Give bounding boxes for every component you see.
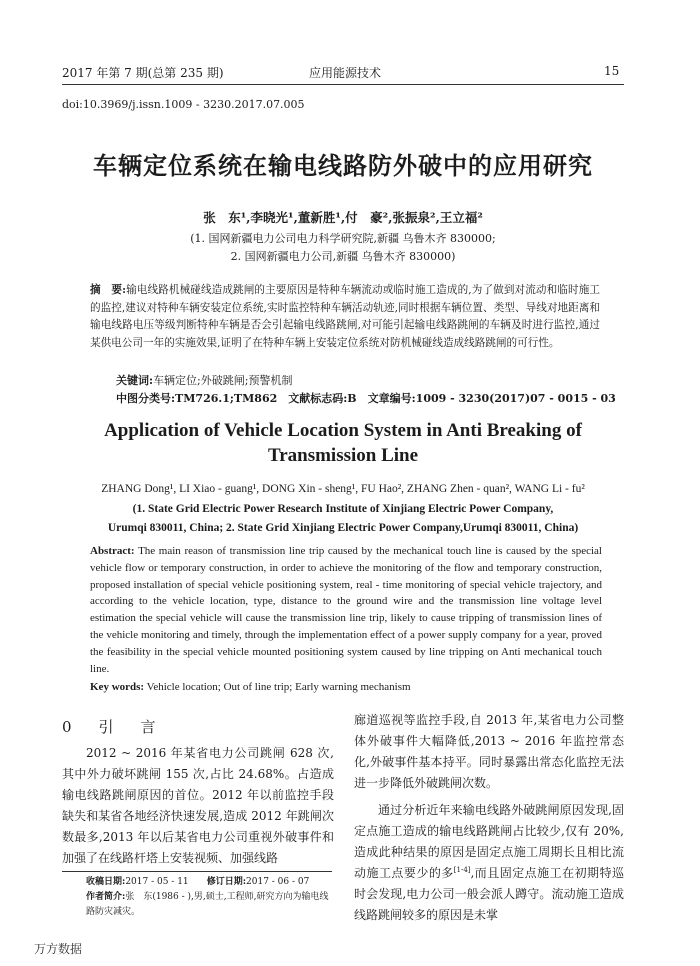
abstract-en-text: The main reason of transmission line trip caused by the mechanical touch line is caused by the special vehicle flow or temporary construction, in order to achieve the monitoring of the flow and temporary construction, proposed installation of special vehicle positioning system, real - time monitoring of special vehicle trajectory, and according to the vehicle location, type, distance to the ground wire and the transmission line voltage level estimation the special vehicle will cause the transmission line trip, likely to cause tripping of transmission lines of the vehicle monitoring and timely, through the implementation effect of a power supply company for a year, proved the feasibility in the special vehicle mounted positioning system caused by line tripping on Anti mechanical touch line. [90,545,602,675]
body-left-paragraph: 2012 ~ 2016 年某省电力公司跳闸 628 次,其中外力破坏跳闸 155 次,占比 24.68%。占造成输电线路跳闸原因的首位。2012 年以前监控手段缺失和某省各地经济快速发展,造成 2012 年跳闸次数最多,2013 年以后某省电力公司重视外破事件和加强了在线路杆塔上安装视频、加强线路 [62,746,334,865]
body-right-column [354,710,624,926]
keywords-en [90,681,411,693]
abstract-zh [90,282,600,352]
abstract-zh-label: 摘 要: [90,284,126,296]
received-label: 收稿日期: [86,877,126,887]
abstract-zh-text: 输电线路机械碰线造成跳闸的主要原因是特种车辆流动或临时施工造成的,为了做到对流动和临时施工的监控,建议对特种车辆安装定位系统,实时监控特种车辆活动轨迹,同时根据车辆位置、类型、导线对地距离和输电线路电压等级判断特种车辆是否会引起输电线路跳闸,对可能引起输电线路跳闸的车辆及时进行监控,通过某供电公司一年的实施效果,证明了在特种车辆上安装定位系统对防机械碰线造成线路跳闸的可行性。 [90,284,600,349]
affiliation-zh-2: 2. 国网新疆电力公司,新疆 乌鲁木齐 830000) [230,250,456,263]
abstract-en-label: Abstract: [90,545,135,557]
header-rule [62,84,624,85]
body-right-paragraph-1: 廊道巡视等监控手段,自 2013 年,某省电力公司整体外破事件大幅降低,2013 ~ 2016 年监控常态化,外破事件基本持平。同时暴露出常态化监控无法进一步降低外破跳闸次数。 [354,713,624,790]
keywords-zh [116,372,292,388]
title-zh: 车辆定位系统在输电线路防外破中的应用研究 [93,151,593,180]
page-number: 15 [604,64,620,78]
received-date: 2017 - 05 - 11 [125,877,189,887]
authors-en: ZHANG Dong¹, LI Xiao - guang¹, DONG Xin - sheng¹, FU Hao², ZHANG Zhen - quan², WANG Li - fu² [101,483,585,495]
revised-date: 2017 - 06 - 07 [246,877,310,887]
affiliation-en-2: Urumqi 830011, China; 2. State Grid Xinjiang Electric Power Company,Urumqi 830011, China) [107,522,579,534]
authors-zh: 张 东¹,李晓光¹,董新胜¹,付 豪²,张振泉²,王立福² [203,210,483,225]
keywords-en-label: Key words: [90,681,145,693]
abstract-en [90,543,602,677]
footnote-dates [86,875,336,890]
bio-text: 张 东(1986 - ),男,硕士,工程师,研究方向为输电线路防灾减灾。 [86,892,329,917]
classification-zh: 中图分类号:TM726.1;TM862 文献标志码:B 文章编号:1009 - 3230(2017)07 - 0015 - 03 [116,392,616,405]
section-heading: 0 引 言 [62,718,162,736]
revised-label: 修订日期: [206,877,247,887]
journal-name: 应用能源技术 [309,66,382,80]
footnote-rule [62,871,332,872]
keywords-zh-label: 关键词: [116,374,154,387]
footnote [86,875,336,920]
affiliation-zh-1: (1. 国网新疆电力公司电力科学研究院,新疆 乌鲁木齐 830000; [190,232,496,245]
body-right-p2-text-b: ,而且固定点施工在初期特巡时会发现,电力公司一般会派人蹲守。流动施工造成线路跳闸较多的原因是未掌 [354,866,624,922]
author-bio [86,890,336,920]
bio-label: 作者简介: [86,892,126,902]
title-en: Application of Vehicle Location System in Anti Breaking of Transmission Line [104,420,582,466]
body-right-p2-text-a: 通过分析近年来输电线路外破跳闸原因发现,固定点施工造成的输电线路跳闸占比较少,仅有 20%,造成此种结果的原因是固定点施工周期长且相比流动施工点要少的多 [354,803,624,880]
watermark: 万方数据 [34,942,83,956]
affiliations-en [62,500,624,538]
citation: [1-4] [453,866,471,874]
body-right-paragraph-2 [354,800,624,926]
issue-info: 2017 年第 7 期(总第 235 期) [62,66,224,80]
keywords-zh-text: 车辆定位;外破跳闸;预警机制 [153,374,293,387]
keywords-en-text: Vehicle location; Out of line trip; Early warning mechanism [146,681,411,693]
affiliation-en-1: (1. State Grid Electric Power Research Institute of Xinjiang Electric Power Company, [132,503,554,515]
doi: doi:10.3969/j.issn.1009 - 3230.2017.07.005 [62,98,305,111]
body-left-column [62,743,334,869]
